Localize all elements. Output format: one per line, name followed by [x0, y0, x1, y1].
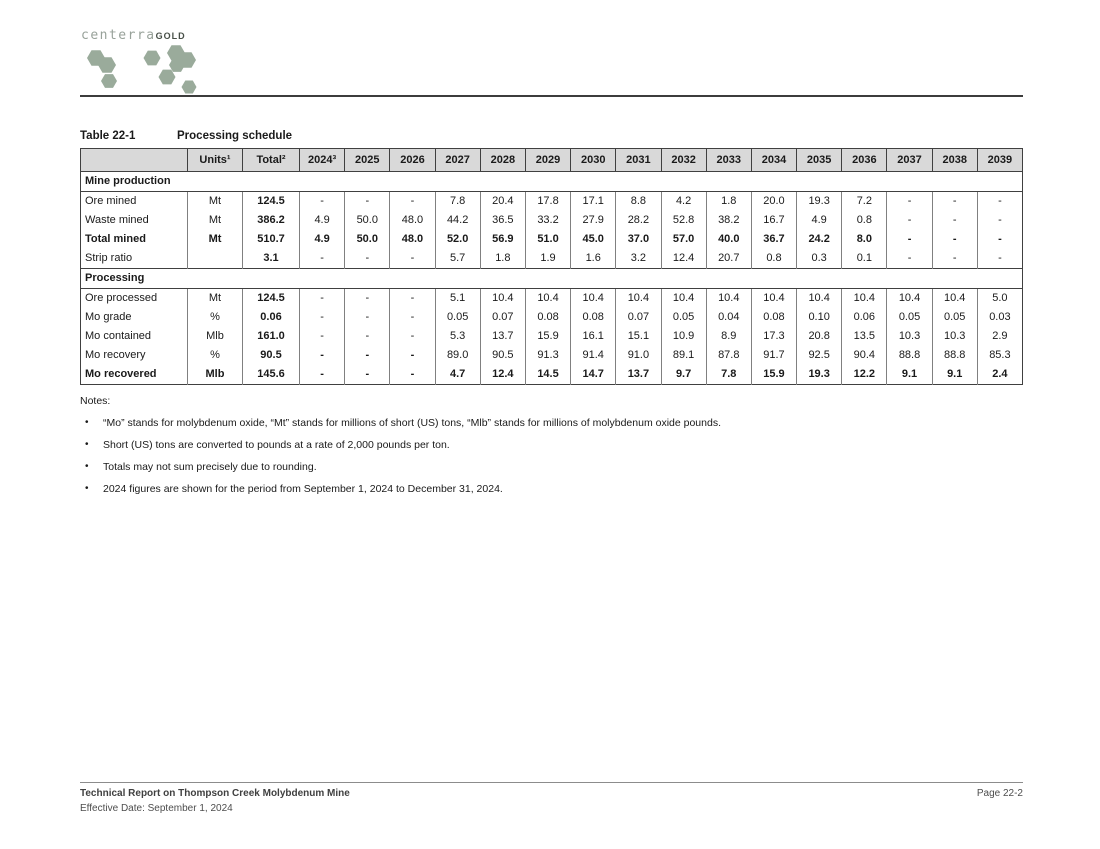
value-cell: 0.10	[797, 308, 842, 327]
value-cell: 10.9	[661, 327, 706, 346]
value-cell: 0.08	[571, 308, 616, 327]
row-label: Mo recovered	[81, 365, 188, 385]
units-cell: Mt	[188, 230, 243, 249]
footer-left	[80, 788, 350, 814]
value-cell: -	[887, 192, 932, 212]
hexagon-shape	[182, 81, 197, 94]
value-cell: 12.2	[842, 365, 887, 385]
value-cell: 10.4	[842, 289, 887, 309]
value-cell: 91.4	[571, 346, 616, 365]
processing-schedule-table	[80, 148, 1023, 385]
value-cell: 57.0	[661, 230, 706, 249]
value-cell: 4.2	[661, 192, 706, 212]
col-header-2031: 2031	[616, 149, 661, 172]
row-label: Total mined	[81, 230, 188, 249]
logo-brand-suffix-text: GOLD	[155, 31, 186, 41]
report-title: Technical Report on Thompson Creek Molybdenum Mine	[80, 788, 350, 799]
note-text: 2024 figures are shown for the period from September 1, 2024 to December 31, 2024.	[103, 483, 503, 495]
value-cell: -	[300, 249, 345, 269]
col-header-2032: 2032	[661, 149, 706, 172]
data-row	[81, 249, 1023, 269]
value-cell: 19.3	[797, 365, 842, 385]
value-cell: 5.0	[977, 289, 1022, 309]
bullet-icon: •	[85, 439, 89, 450]
value-cell: 0.05	[661, 308, 706, 327]
value-cell: 33.2	[525, 211, 570, 230]
value-cell: 44.2	[435, 211, 480, 230]
data-row	[81, 230, 1023, 249]
value-cell: 17.8	[525, 192, 570, 212]
value-cell: 14.5	[525, 365, 570, 385]
total-cell: 90.5	[243, 346, 300, 365]
col-header-2025: 2025	[345, 149, 390, 172]
section-label: Processing	[81, 269, 1023, 289]
value-cell: 12.4	[661, 249, 706, 269]
value-cell: 8.9	[706, 327, 751, 346]
effective-date: Effective Date: September 1, 2024	[80, 803, 233, 814]
value-cell: 3.2	[616, 249, 661, 269]
bullet-icon: •	[85, 461, 89, 472]
value-cell: -	[390, 308, 435, 327]
value-cell: 9.1	[932, 365, 977, 385]
note-text: “Mo” stands for molybdenum oxide, “Mt” stands for millions of short (US) tons, “Mlb” stands for millions of molybdenum oxide pounds.	[103, 417, 721, 429]
value-cell: 10.4	[616, 289, 661, 309]
col-header-2034: 2034	[751, 149, 796, 172]
value-cell: 0.08	[525, 308, 570, 327]
value-cell: 91.7	[751, 346, 796, 365]
value-cell: 51.0	[525, 230, 570, 249]
data-row	[81, 365, 1023, 385]
value-cell: 10.4	[661, 289, 706, 309]
col-header-2039: 2039	[977, 149, 1022, 172]
value-cell: 38.2	[706, 211, 751, 230]
total-cell: 510.7	[243, 230, 300, 249]
total-cell: 3.1	[243, 249, 300, 269]
value-cell: 20.0	[751, 192, 796, 212]
value-cell: 88.8	[932, 346, 977, 365]
value-cell: 45.0	[571, 230, 616, 249]
value-cell: -	[300, 308, 345, 327]
value-cell: 15.1	[616, 327, 661, 346]
row-label: Strip ratio	[81, 249, 188, 269]
value-cell: -	[390, 192, 435, 212]
section-label: Mine production	[81, 172, 1023, 192]
value-cell: 20.7	[706, 249, 751, 269]
value-cell: -	[390, 249, 435, 269]
row-label: Waste mined	[81, 211, 188, 230]
value-cell: -	[300, 327, 345, 346]
value-cell: 90.4	[842, 346, 887, 365]
value-cell: 88.8	[887, 346, 932, 365]
total-cell: 386.2	[243, 211, 300, 230]
value-cell: -	[300, 192, 345, 212]
value-cell: 19.3	[797, 192, 842, 212]
value-cell: -	[345, 365, 390, 385]
col-header-2026: 2026	[390, 149, 435, 172]
value-cell: -	[390, 346, 435, 365]
col-header-2033: 2033	[706, 149, 751, 172]
value-cell: 9.1	[887, 365, 932, 385]
value-cell: 5.3	[435, 327, 480, 346]
data-row	[81, 211, 1023, 230]
data-row	[81, 289, 1023, 309]
value-cell: 27.9	[571, 211, 616, 230]
value-cell: 8.8	[616, 192, 661, 212]
value-cell: 24.2	[797, 230, 842, 249]
value-cell: -	[390, 365, 435, 385]
note-item	[80, 417, 1023, 429]
value-cell: 92.5	[797, 346, 842, 365]
value-cell: 0.08	[751, 308, 796, 327]
value-cell: 0.1	[842, 249, 887, 269]
value-cell: 0.04	[706, 308, 751, 327]
value-cell: -	[300, 365, 345, 385]
value-cell: 0.03	[977, 308, 1022, 327]
table-number: Table 22-1	[80, 130, 136, 142]
value-cell: -	[345, 308, 390, 327]
value-cell: 1.8	[706, 192, 751, 212]
table-caption	[80, 130, 1023, 142]
value-cell: 50.0	[345, 230, 390, 249]
value-cell: 0.3	[797, 249, 842, 269]
data-row	[81, 346, 1023, 365]
value-cell: 10.4	[932, 289, 977, 309]
notes-heading: Notes:	[80, 395, 111, 407]
value-cell: 10.4	[797, 289, 842, 309]
total-cell: 124.5	[243, 289, 300, 309]
note-item	[80, 483, 1023, 495]
value-cell: 7.8	[435, 192, 480, 212]
page-number: Page 22-2	[976, 788, 1023, 799]
bullet-icon: •	[85, 417, 89, 428]
units-cell: Mt	[188, 192, 243, 212]
units-cell: Mlb	[188, 365, 243, 385]
value-cell: 0.05	[932, 308, 977, 327]
value-cell: -	[932, 249, 977, 269]
value-cell: 40.0	[706, 230, 751, 249]
value-cell: -	[977, 230, 1022, 249]
page-footer	[80, 782, 1023, 814]
value-cell: 10.4	[480, 289, 525, 309]
table-title: Processing schedule	[177, 130, 293, 142]
logo-brand-text: centerra	[81, 28, 156, 43]
value-cell: 20.4	[480, 192, 525, 212]
value-cell: 28.2	[616, 211, 661, 230]
units-cell: Mt	[188, 289, 243, 309]
value-cell: -	[977, 249, 1022, 269]
value-cell: 0.07	[480, 308, 525, 327]
hexagon-shape	[101, 74, 117, 88]
page-content	[80, 0, 1023, 495]
data-row	[81, 308, 1023, 327]
note-text: Totals may not sum precisely due to rounding.	[103, 461, 317, 473]
value-cell: -	[977, 192, 1022, 212]
logo-hexagons-icon	[80, 24, 210, 96]
col-header-2036: 2036	[842, 149, 887, 172]
row-label: Mo contained	[81, 327, 188, 346]
value-cell: 48.0	[390, 230, 435, 249]
data-row	[81, 192, 1023, 212]
value-cell: 36.7	[751, 230, 796, 249]
section-row	[81, 269, 1023, 289]
value-cell: 1.8	[480, 249, 525, 269]
value-cell: 13.7	[616, 365, 661, 385]
value-cell: 50.0	[345, 211, 390, 230]
total-cell: 145.6	[243, 365, 300, 385]
value-cell: 4.7	[435, 365, 480, 385]
row-label: Mo recovery	[81, 346, 188, 365]
value-cell: 14.7	[571, 365, 616, 385]
value-cell: 10.4	[571, 289, 616, 309]
col-header-2029: 2029	[525, 149, 570, 172]
total-cell: 0.06	[243, 308, 300, 327]
value-cell: 10.3	[887, 327, 932, 346]
col-header-Units: Units¹	[188, 149, 243, 172]
bullet-icon: •	[85, 483, 89, 494]
value-cell: 85.3	[977, 346, 1022, 365]
value-cell: 9.7	[661, 365, 706, 385]
col-header-2035: 2035	[797, 149, 842, 172]
note-item	[80, 439, 1023, 451]
value-cell: 37.0	[616, 230, 661, 249]
value-cell: 91.3	[525, 346, 570, 365]
value-cell: -	[887, 249, 932, 269]
value-cell: 0.8	[842, 211, 887, 230]
units-cell: %	[188, 346, 243, 365]
value-cell: -	[300, 289, 345, 309]
value-cell: 4.9	[797, 211, 842, 230]
value-cell: 10.4	[525, 289, 570, 309]
value-cell: 8.0	[842, 230, 887, 249]
hexagon-shape	[159, 70, 176, 85]
value-cell: 13.7	[480, 327, 525, 346]
value-cell: 10.4	[706, 289, 751, 309]
note-text: Short (US) tons are converted to pounds at a rate of 2,000 pounds per ton.	[103, 439, 450, 451]
value-cell: 1.9	[525, 249, 570, 269]
value-cell: 10.3	[932, 327, 977, 346]
col-header-2027: 2027	[435, 149, 480, 172]
total-cell: 161.0	[243, 327, 300, 346]
col-header-2037: 2037	[887, 149, 932, 172]
value-cell: 7.2	[842, 192, 887, 212]
value-cell: 90.5	[480, 346, 525, 365]
value-cell: 0.8	[751, 249, 796, 269]
value-cell: 17.1	[571, 192, 616, 212]
row-label: Mo grade	[81, 308, 188, 327]
value-cell: 15.9	[525, 327, 570, 346]
value-cell: 1.6	[571, 249, 616, 269]
value-cell: 5.7	[435, 249, 480, 269]
value-cell: -	[887, 230, 932, 249]
value-cell: -	[345, 289, 390, 309]
hexagon-shape	[144, 51, 161, 66]
value-cell: 52.8	[661, 211, 706, 230]
value-cell: 15.9	[751, 365, 796, 385]
value-cell: -	[932, 211, 977, 230]
value-cell: -	[345, 346, 390, 365]
note-item	[80, 461, 1023, 473]
col-header-2038: 2038	[932, 149, 977, 172]
total-cell: 124.5	[243, 192, 300, 212]
row-label: Ore mined	[81, 192, 188, 212]
col-header-2028: 2028	[480, 149, 525, 172]
value-cell: 13.5	[842, 327, 887, 346]
value-cell: 7.8	[706, 365, 751, 385]
value-cell: -	[390, 327, 435, 346]
value-cell: 2.9	[977, 327, 1022, 346]
value-cell: 12.4	[480, 365, 525, 385]
value-cell: 56.9	[480, 230, 525, 249]
value-cell: 0.05	[435, 308, 480, 327]
value-cell: 48.0	[390, 211, 435, 230]
value-cell: -	[932, 192, 977, 212]
header-band	[80, 0, 1023, 97]
value-cell: 10.4	[751, 289, 796, 309]
value-cell: 17.3	[751, 327, 796, 346]
value-cell: -	[887, 211, 932, 230]
value-cell: -	[977, 211, 1022, 230]
units-cell: %	[188, 308, 243, 327]
value-cell: 0.06	[842, 308, 887, 327]
value-cell: 87.8	[706, 346, 751, 365]
data-row	[81, 327, 1023, 346]
col-header-blank	[81, 149, 188, 172]
value-cell: 10.4	[887, 289, 932, 309]
value-cell: -	[932, 230, 977, 249]
row-label: Ore processed	[81, 289, 188, 309]
value-cell: 2.4	[977, 365, 1022, 385]
value-cell: 0.05	[887, 308, 932, 327]
value-cell: 52.0	[435, 230, 480, 249]
value-cell: -	[345, 249, 390, 269]
col-header-2024: 2024³	[300, 149, 345, 172]
col-header-Total: Total²	[243, 149, 300, 172]
notes-list	[80, 417, 1023, 495]
value-cell: -	[345, 327, 390, 346]
value-cell: -	[300, 346, 345, 365]
col-header-2030: 2030	[571, 149, 616, 172]
value-cell: 5.1	[435, 289, 480, 309]
units-cell: Mt	[188, 211, 243, 230]
notes-section	[80, 395, 1023, 495]
value-cell: 0.07	[616, 308, 661, 327]
units-cell	[188, 249, 243, 269]
value-cell: 16.1	[571, 327, 616, 346]
section-row	[81, 172, 1023, 192]
value-cell: 16.7	[751, 211, 796, 230]
value-cell: 4.9	[300, 230, 345, 249]
value-cell: -	[345, 192, 390, 212]
units-cell: Mlb	[188, 327, 243, 346]
value-cell: 4.9	[300, 211, 345, 230]
value-cell: 36.5	[480, 211, 525, 230]
value-cell: 89.1	[661, 346, 706, 365]
value-cell: 89.0	[435, 346, 480, 365]
value-cell: -	[390, 289, 435, 309]
value-cell: 20.8	[797, 327, 842, 346]
table-header-row	[81, 149, 1023, 172]
value-cell: 91.0	[616, 346, 661, 365]
